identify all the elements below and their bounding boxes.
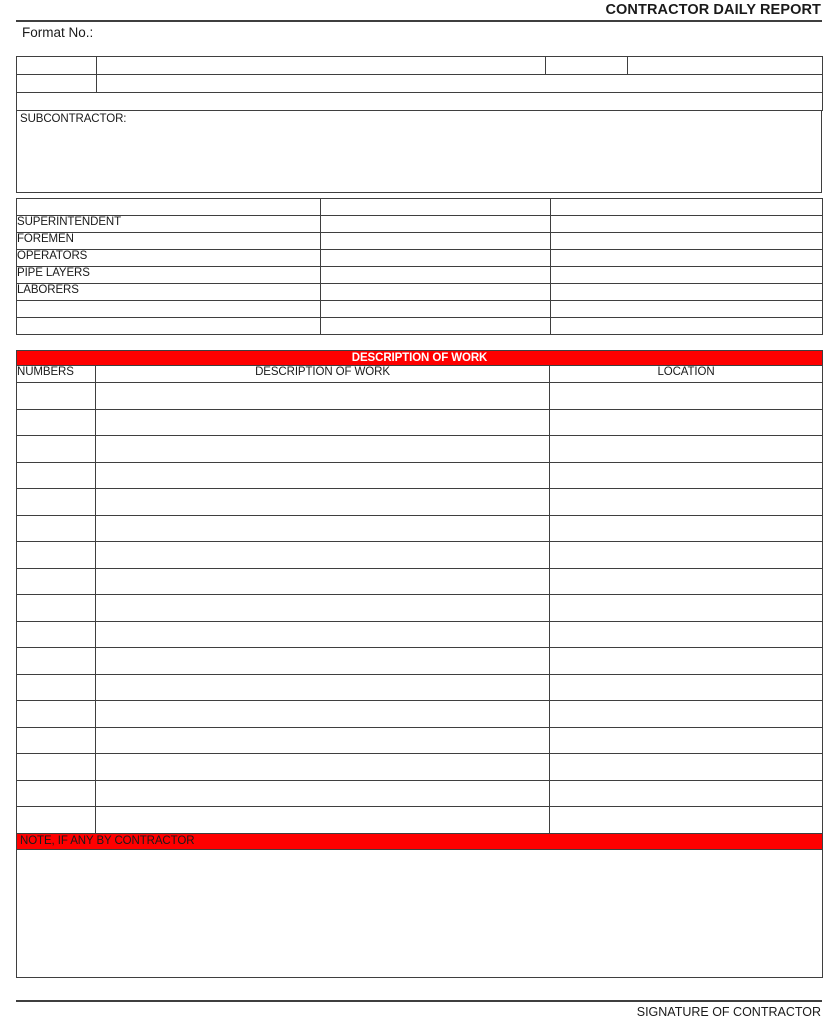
subcontractor-label: SUBCONTRACTOR: xyxy=(20,113,127,125)
employee-wages-input[interactable] xyxy=(551,250,823,267)
total-employees-label: TOTAL EMPLOYEES xyxy=(17,301,321,318)
dow-number-cell[interactable] xyxy=(17,436,96,463)
dow-location-cell[interactable] xyxy=(550,595,823,622)
dow-number-cell[interactable] xyxy=(17,462,96,489)
dow-description-cell[interactable] xyxy=(96,462,550,489)
description-header: DESCRIPTION OF WORK xyxy=(96,366,550,383)
employee-number-input[interactable] xyxy=(321,267,551,284)
description-of-work-table xyxy=(16,350,823,978)
dow-location-cell[interactable] xyxy=(550,383,823,410)
total-employees-wages-input[interactable]: $ xyxy=(551,301,823,318)
dow-number-cell[interactable] xyxy=(17,754,96,781)
dow-number-cell[interactable] xyxy=(17,807,96,834)
table-row xyxy=(17,250,823,267)
description-header-row xyxy=(17,366,823,383)
dow-location-cell[interactable] xyxy=(550,648,823,675)
dow-number-cell[interactable] xyxy=(17,568,96,595)
dow-description-cell[interactable] xyxy=(96,648,550,675)
subcontractor-field[interactable] xyxy=(17,111,822,193)
dow-location-cell[interactable] xyxy=(550,674,823,701)
dow-location-cell[interactable] xyxy=(550,489,823,516)
employee-role-label: PIPE LAYERS xyxy=(17,267,321,284)
numbers-header: NUMBERS xyxy=(17,366,96,383)
employee-role-label: SUPERINTENDENT xyxy=(17,216,321,233)
total-man-hours-number-input[interactable] xyxy=(321,318,551,335)
dow-location-cell[interactable] xyxy=(550,515,823,542)
job-extra-input[interactable] xyxy=(17,93,823,111)
dow-location-cell[interactable] xyxy=(550,462,823,489)
total-employees-row xyxy=(17,301,823,318)
employee-wages-input[interactable] xyxy=(551,267,823,284)
subcontractor-row xyxy=(17,111,822,193)
dow-location-cell[interactable] xyxy=(550,621,823,648)
employee-wages-input[interactable] xyxy=(551,233,823,250)
description-section-title-row xyxy=(17,351,823,366)
table-row xyxy=(17,542,823,569)
table-row xyxy=(17,216,823,233)
dow-number-cell[interactable] xyxy=(17,383,96,410)
table-row xyxy=(17,621,823,648)
dow-number-cell[interactable] xyxy=(17,515,96,542)
dow-number-cell[interactable] xyxy=(17,780,96,807)
table-row xyxy=(17,674,823,701)
job-name-label: JOB NAME: xyxy=(17,57,97,75)
dow-location-cell[interactable] xyxy=(550,568,823,595)
table-row xyxy=(17,807,823,834)
table-row xyxy=(17,267,823,284)
table-row xyxy=(17,727,823,754)
job-info-table xyxy=(16,56,823,111)
total-man-hours-row xyxy=(17,318,823,335)
title-divider xyxy=(16,20,822,22)
dow-description-cell[interactable] xyxy=(96,568,550,595)
page-title: CONTRACTOR DAILY REPORT xyxy=(605,2,821,18)
dow-description-cell[interactable] xyxy=(96,701,550,728)
description-of-work-section-title: DESCRIPTION OF WORK xyxy=(17,351,823,366)
dow-description-cell[interactable] xyxy=(96,727,550,754)
dow-description-cell[interactable] xyxy=(96,621,550,648)
table-row xyxy=(17,648,823,675)
employee-wages-input[interactable] xyxy=(551,216,823,233)
date-label: DATE: xyxy=(546,57,628,75)
signature-label: SIGNATURE OF CONTRACTOR xyxy=(636,1005,821,1019)
dow-description-cell[interactable] xyxy=(96,436,550,463)
dow-number-cell[interactable] xyxy=(17,409,96,436)
dow-description-cell[interactable] xyxy=(96,515,550,542)
total-employees-number-input[interactable] xyxy=(321,301,551,318)
table-row xyxy=(17,436,823,463)
job-name-input[interactable] xyxy=(97,57,546,75)
job-no-row xyxy=(17,75,823,93)
employee-number-input[interactable] xyxy=(321,284,551,301)
dow-description-cell[interactable] xyxy=(96,754,550,781)
table-row xyxy=(17,754,823,781)
dow-description-cell[interactable] xyxy=(96,489,550,516)
note-body-row xyxy=(17,849,823,977)
total-man-hours-wages-input[interactable] xyxy=(551,318,823,335)
table-row xyxy=(17,233,823,250)
job-name-row xyxy=(17,57,823,75)
table-row xyxy=(17,595,823,622)
table-row xyxy=(17,383,823,410)
dow-location-cell[interactable] xyxy=(550,436,823,463)
subcontractor-table xyxy=(16,110,822,193)
location-header: LOCATION xyxy=(550,366,823,383)
dow-location-cell[interactable] xyxy=(550,780,823,807)
dow-description-cell[interactable] xyxy=(96,595,550,622)
table-row xyxy=(17,780,823,807)
employee-role-label: LABORERS xyxy=(17,284,321,301)
employee-number-input[interactable] xyxy=(321,216,551,233)
dow-description-cell[interactable] xyxy=(96,383,550,410)
document-title-bar xyxy=(16,0,822,22)
dow-description-cell[interactable] xyxy=(96,674,550,701)
numbers-of-employee-header: NUMBERS OF EMPLOYEE xyxy=(321,199,551,216)
employee-role-label: OPERATORS xyxy=(17,250,321,267)
table-row xyxy=(17,489,823,516)
table-row xyxy=(17,568,823,595)
dow-description-cell[interactable] xyxy=(96,807,550,834)
dow-number-cell[interactable] xyxy=(17,621,96,648)
dow-number-cell[interactable] xyxy=(17,542,96,569)
table-row xyxy=(17,409,823,436)
dow-location-cell[interactable] xyxy=(550,754,823,781)
table-row xyxy=(17,701,823,728)
dow-description-cell[interactable] xyxy=(96,409,550,436)
dow-location-cell[interactable] xyxy=(550,701,823,728)
employees-on-job-header: EMPLOYEES ON JOB xyxy=(17,199,321,216)
note-header: NOTE, IF ANY BY CONTRACTOR xyxy=(17,833,823,849)
employee-number-input[interactable] xyxy=(321,233,551,250)
dow-number-cell[interactable] xyxy=(17,727,96,754)
employee-number-input[interactable] xyxy=(321,250,551,267)
dow-number-cell[interactable] xyxy=(17,674,96,701)
job-no-label: JOB NO: xyxy=(17,75,97,93)
table-row xyxy=(17,284,823,301)
employee-role-label: FOREMEN xyxy=(17,233,321,250)
note-textarea[interactable] xyxy=(17,849,823,977)
date-input[interactable] xyxy=(628,57,823,75)
dow-location-cell[interactable] xyxy=(550,542,823,569)
total-man-hours-label: TOTAL MAN-HOURS xyxy=(17,318,321,335)
job-no-input[interactable] xyxy=(97,75,823,93)
amount-of-wages-header: AMOUNT OF WAGES xyxy=(551,199,823,216)
dow-number-cell[interactable] xyxy=(17,595,96,622)
signature-divider xyxy=(16,1000,822,1002)
dow-description-cell[interactable] xyxy=(96,542,550,569)
dow-number-cell[interactable] xyxy=(17,648,96,675)
dow-location-cell[interactable] xyxy=(550,807,823,834)
dow-number-cell[interactable] xyxy=(17,489,96,516)
dow-description-cell[interactable] xyxy=(96,780,550,807)
employees-header-row xyxy=(17,199,823,216)
table-row xyxy=(17,462,823,489)
employees-on-job-table xyxy=(16,198,823,335)
note-header-row xyxy=(17,833,823,849)
format-no-label: Format No.: xyxy=(22,25,94,40)
dow-location-cell[interactable] xyxy=(550,409,823,436)
table-row xyxy=(17,515,823,542)
dow-number-cell[interactable] xyxy=(17,701,96,728)
dow-location-cell[interactable] xyxy=(550,727,823,754)
job-extra-row xyxy=(17,93,823,111)
employee-wages-input[interactable] xyxy=(551,284,823,301)
